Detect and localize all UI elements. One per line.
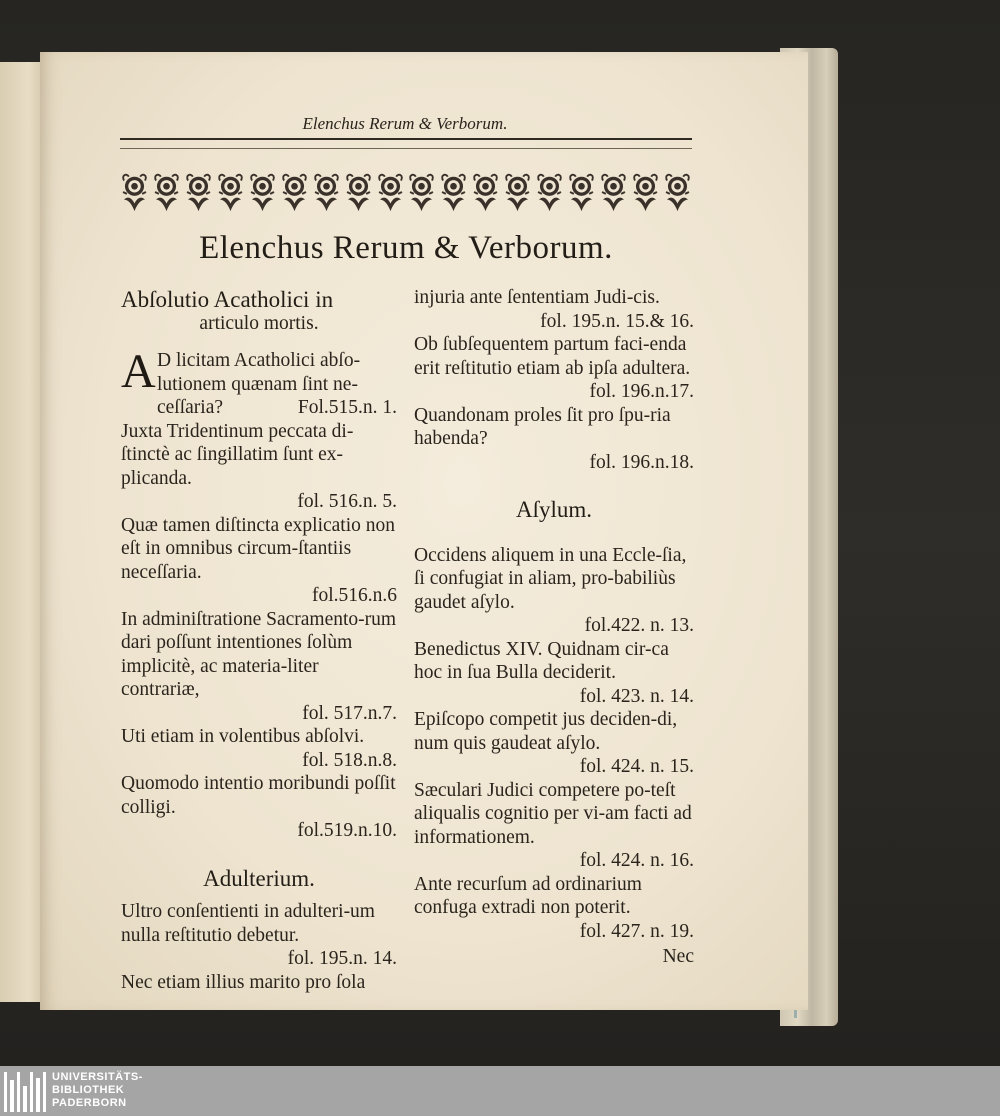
flower-ornament-icon	[376, 171, 405, 213]
entry-text: Uti etiam in volentibus abſolvi.	[121, 726, 365, 747]
entry-dropcap	[121, 345, 397, 420]
entry-text: Quæ tamen diſtincta explicatio non eſt in omnibus circum-ſtantiis neceſſaria.	[121, 514, 396, 583]
library-footer-bar	[0, 1066, 1000, 1116]
right-entry-list-2	[414, 544, 694, 944]
index-entry	[414, 708, 694, 779]
entry-text: Epiſcopo competit jus deciden-di, num quis gaudeat aſylo.	[414, 709, 678, 754]
entry-text: Benedictus XIV. Quidnam cir-ca hoc in ſua Bulla deciderit.	[414, 638, 669, 683]
drop-capital: A	[121, 345, 156, 398]
entry-text: Juxta Tridentinum peccata di-ſtinctè ac ſingillatim ſunt ex-plicanda.	[121, 420, 354, 489]
section-heading-adulterium: Adulterium.	[203, 865, 315, 891]
index-entry	[121, 608, 397, 726]
catchword: Nec	[662, 946, 694, 967]
left-entry-list-2	[121, 900, 397, 994]
left-entry-list	[121, 420, 397, 843]
index-entry	[414, 286, 694, 333]
index-entry	[121, 772, 397, 843]
library-logo-icon	[4, 1072, 46, 1112]
section-heading-absolutio: Abſolutio Acatholici in	[121, 287, 334, 312]
index-entry	[414, 873, 694, 944]
library-name	[52, 1071, 143, 1110]
header-rule	[120, 138, 692, 140]
entry-ref: fol. 195.n. 14.	[287, 948, 397, 969]
index-entry	[414, 779, 694, 873]
entry-ref: fol. 196.n.18.	[589, 451, 694, 473]
entry-ref: Fol.515.n. 1.	[297, 397, 397, 418]
entry-text: Ultro conſentienti in adulteri-um nulla reſtitutio debetur.	[121, 901, 375, 946]
page-title: Elenchus Rerum & Verborum.	[199, 230, 613, 266]
entry-ref: fol. 518.n.8.	[302, 749, 397, 771]
index-entry	[121, 514, 397, 608]
index-entry	[121, 420, 397, 514]
index-entry	[121, 725, 397, 772]
index-entry	[414, 333, 694, 404]
flower-ornament-icon	[280, 171, 309, 213]
flower-ornament-icon	[567, 171, 596, 213]
header-rule-thin	[120, 148, 692, 149]
entry-ref: fol. 424. n. 16.	[579, 850, 694, 871]
entry-ref: fol. 517.n.7.	[302, 702, 397, 724]
index-entry	[414, 544, 694, 638]
entry-ref: fol. 196.n.17.	[589, 381, 694, 402]
entry-text: Quandonam proles ſit pro ſpu-ria habenda?	[414, 404, 671, 449]
flower-ornament-icon	[184, 171, 213, 213]
entry-ref: fol. 195.n. 15.& 16.	[540, 310, 694, 332]
library-name-line3: PADERBORN	[52, 1097, 127, 1109]
index-entry	[414, 404, 694, 475]
flower-ornament-icon	[439, 171, 468, 213]
index-entry	[121, 900, 397, 971]
entry-ref: fol.422. n. 13.	[584, 615, 694, 636]
entry-ref: fol. 516.n. 5.	[297, 491, 397, 512]
entry-ref: fol. 423. n. 14.	[579, 685, 694, 707]
flower-ornament-icon	[663, 171, 692, 213]
entry-text: Sæculari Judici competere po-teſt aliqualis cognitio per vi-am facti ad informationem.	[414, 779, 692, 848]
right-column	[414, 286, 694, 969]
section-subheading: articulo mortis.	[199, 312, 319, 334]
entry-text: Ob ſubſequentem partum faci-enda erit reſtitutio etiam ab ipſa adultera.	[414, 334, 691, 379]
running-head: Elenchus Rerum & Verborum.	[302, 114, 508, 133]
flower-ornament-icon	[152, 171, 181, 213]
flower-ornament-icon	[631, 171, 660, 213]
entry-text: In adminiſtratione Sacramento-rum dari poſſunt intentiones ſolùm implicitè, ac materia-liter contrariæ,	[121, 608, 397, 700]
flower-ornament-icon	[503, 171, 532, 213]
index-entry	[414, 638, 694, 709]
flower-ornament-icon	[216, 171, 245, 213]
flower-ornament-icon	[535, 171, 564, 213]
entry-ref: fol.519.n.10.	[297, 820, 397, 841]
entry-text: Occidens aliquem in una Eccle-ſia, ſi confugiat in aliam, pro-babiliùs gaudet aſylo.	[414, 544, 687, 613]
entry-text: Quomodo intentio moribundi poſſit colligi.	[121, 773, 396, 818]
entry-text: Nec etiam illius marito pro ſola	[121, 971, 366, 993]
library-name-line2: BIBLIOTHEK	[52, 1084, 125, 1096]
entry-text: injuria ante ſententiam Judi-cis.	[414, 287, 660, 308]
entry-text: Ante recurſum ad ordinarium confuga extradi non poterit.	[414, 873, 642, 918]
flower-ornament-icon	[344, 171, 373, 213]
right-entry-list	[414, 286, 694, 474]
flower-ornament-icon	[248, 171, 277, 213]
entry-ref: fol. 424. n. 15.	[579, 756, 694, 777]
flower-ornament-icon	[120, 171, 149, 213]
flower-ornament-icon	[471, 171, 500, 213]
floral-ornament-band	[120, 168, 692, 216]
library-name-line1: UNIVERSITÄTS-	[52, 1071, 143, 1083]
flower-ornament-icon	[312, 171, 341, 213]
entry-text: D licitam Acatholici abſo-lutionem quænam ſint ne-ceſſaria?	[157, 350, 361, 418]
entry-ref: fol.516.n.6	[311, 585, 397, 606]
left-column	[121, 286, 397, 994]
section-heading-asylum: Aſylum.	[515, 497, 593, 522]
flower-ornament-icon	[407, 171, 436, 213]
flower-ornament-icon	[599, 171, 628, 213]
index-entry	[121, 971, 397, 995]
entry-ref: fol. 427. n. 19.	[579, 920, 694, 942]
